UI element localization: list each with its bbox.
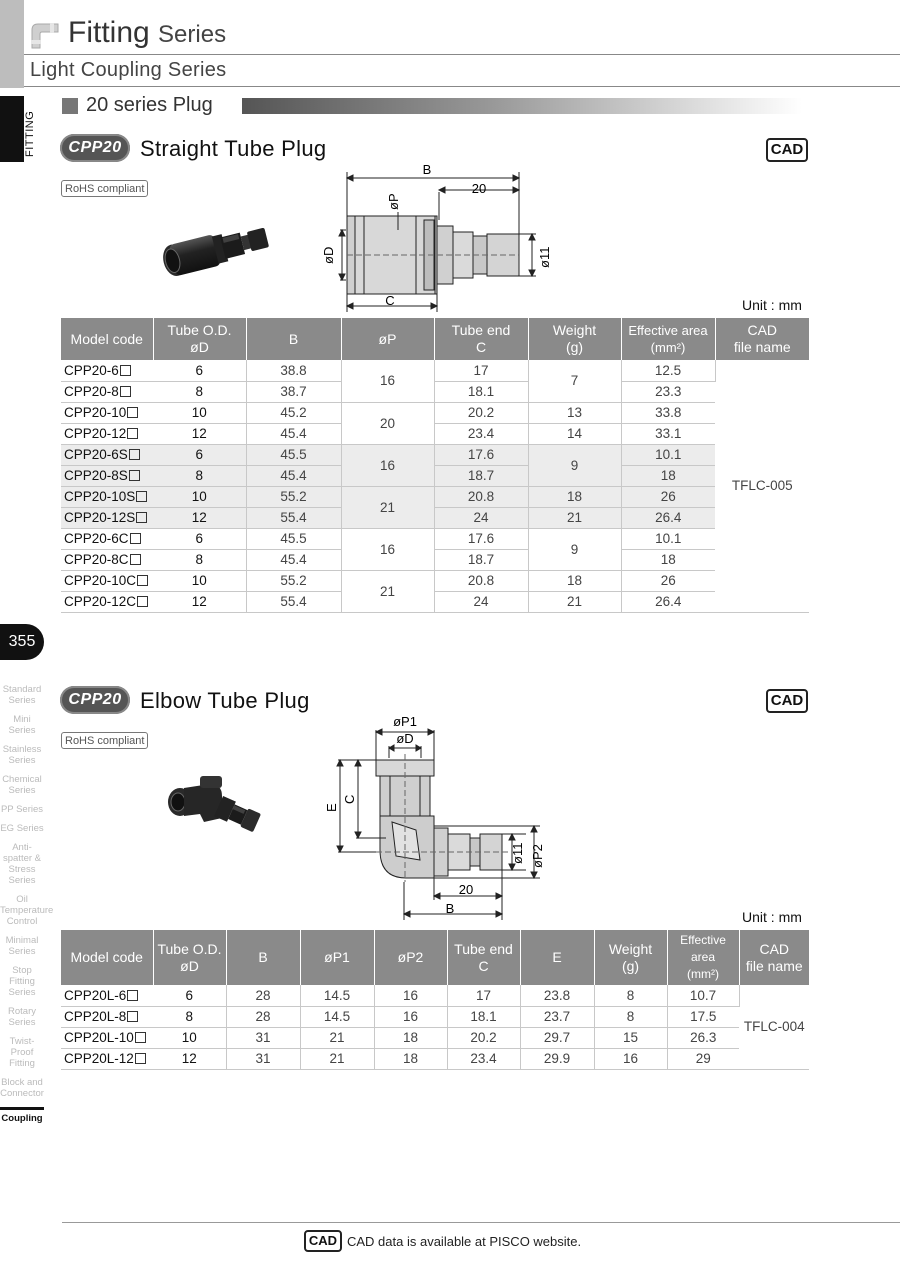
effective-area: 26 — [621, 570, 715, 591]
tube-end-c: 20.8 — [434, 486, 528, 507]
option-checkbox-icon — [135, 1053, 146, 1064]
table-row — [61, 1027, 809, 1048]
side-nav-item-active[interactable]: Coupling — [0, 1107, 44, 1124]
model-code: CPP20-6 — [61, 360, 153, 381]
dim-p: 21 — [341, 486, 434, 528]
option-checkbox-icon — [127, 1011, 138, 1022]
table-row — [61, 444, 809, 465]
effective-area: 10.1 — [621, 528, 715, 549]
table-row — [61, 360, 809, 381]
header-grey-block — [0, 0, 24, 88]
option-checkbox-icon — [127, 407, 138, 418]
side-nav-item[interactable]: Stop Fitting Series — [8, 965, 36, 998]
title-suffix: Series — [158, 21, 227, 48]
col-tube-od: Tube O.D. øD — [153, 318, 246, 360]
tube-od: 8 — [153, 465, 246, 486]
dim-p: 21 — [341, 570, 434, 612]
effective-area: 33.1 — [621, 423, 715, 444]
tube-end-c: 20.2 — [447, 1027, 520, 1048]
table-header-row — [61, 930, 809, 985]
side-nav-item[interactable]: Standard Series — [2, 684, 42, 706]
side-nav-item[interactable]: Block and Connector — [0, 1077, 44, 1099]
model-code: CPP20L-8 — [61, 1006, 153, 1027]
effective-area: 26 — [621, 486, 715, 507]
dim-label-p: øP — [386, 193, 401, 210]
model-code: CPP20-12S — [61, 507, 153, 528]
tube-od: 8 — [153, 381, 246, 402]
weight: 16 — [594, 1048, 667, 1069]
tube-end-c: 20.2 — [434, 402, 528, 423]
dim-p1: 14.5 — [300, 985, 374, 1006]
dim-label-e: E — [324, 803, 339, 812]
table-row — [61, 591, 809, 612]
weight: 21 — [528, 591, 621, 612]
section-header — [62, 94, 802, 118]
dim-p2: 16 — [374, 985, 447, 1006]
dim-label-d: øD — [321, 246, 336, 264]
side-nav-item[interactable]: Chemical Series — [2, 774, 42, 796]
effective-area: 33.8 — [621, 402, 715, 423]
model-code: CPP20-10C — [61, 570, 153, 591]
dim-label-c: C — [342, 794, 357, 804]
dim-p1: 21 — [300, 1027, 374, 1048]
weight: 9 — [528, 444, 621, 486]
side-nav-item[interactable]: Oil Temperature Control — [0, 894, 54, 927]
model-code: CPP20L-12 — [61, 1048, 153, 1069]
dim-label-20: 20 — [471, 181, 487, 196]
dim-p: 20 — [341, 402, 434, 444]
model-code: CPP20-6C — [61, 528, 153, 549]
tube-od: 10 — [153, 570, 246, 591]
dim-e: 29.9 — [520, 1048, 594, 1069]
table-row — [61, 507, 809, 528]
effective-area: 10.1 — [621, 444, 715, 465]
weight: 9 — [528, 528, 621, 570]
col-tube-end: Tube end C — [434, 318, 528, 360]
dim-b: 31 — [226, 1048, 300, 1069]
dim-label-p2: øP2 — [530, 844, 545, 868]
model-code: CPP20-10S — [61, 486, 153, 507]
option-checkbox-icon — [120, 365, 131, 376]
straight-plug-diagram — [316, 160, 556, 312]
effective-area: 18 — [621, 465, 715, 486]
table-row — [61, 1048, 809, 1069]
dim-b: 55.4 — [246, 507, 341, 528]
product-title: Straight Tube Plug — [140, 136, 327, 161]
effective-area: 17.5 — [667, 1006, 739, 1027]
side-nav-item[interactable]: Rotary Series — [8, 1006, 36, 1028]
tube-od: 6 — [153, 444, 246, 465]
product-badge: CPP20 — [60, 686, 130, 714]
elbow-spec-table — [61, 930, 809, 1070]
dim-b: 55.2 — [246, 486, 341, 507]
elbow-plug-photo — [160, 770, 270, 840]
section-square-icon — [62, 98, 78, 114]
tube-od: 6 — [153, 360, 246, 381]
fitting-elbow-icon — [30, 20, 60, 50]
dim-label-b: B — [445, 901, 455, 916]
tube-od: 10 — [153, 486, 246, 507]
model-code: CPP20L-10 — [61, 1027, 153, 1048]
side-nav-item[interactable]: Mini Series — [8, 714, 36, 736]
tube-od: 12 — [153, 507, 246, 528]
tube-od: 10 — [153, 402, 246, 423]
option-checkbox-icon — [129, 470, 140, 481]
cad-button[interactable]: CAD — [766, 689, 808, 713]
side-nav-item[interactable]: Stainless Series — [2, 744, 42, 766]
header-divider — [24, 54, 900, 55]
tube-end-c: 18.7 — [434, 465, 528, 486]
col-model-code: Model code — [61, 930, 153, 985]
page-number: 355 — [0, 624, 44, 660]
col-weight: Weight (g) — [528, 318, 621, 360]
dim-b: 31 — [226, 1027, 300, 1048]
tube-end-c: 18.1 — [447, 1006, 520, 1027]
dim-label-p1: øP1 — [393, 714, 417, 729]
col-p2: øP2 — [374, 930, 447, 985]
product-title: Elbow Tube Plug — [140, 688, 310, 713]
option-checkbox-icon — [127, 990, 138, 1001]
dim-p2: 18 — [374, 1027, 447, 1048]
col-b: B — [246, 318, 341, 360]
dim-b: 45.4 — [246, 423, 341, 444]
section-title: 20 series Plug — [86, 94, 213, 116]
tube-od: 12 — [153, 423, 246, 444]
product-badge: CPP20 — [60, 134, 130, 162]
rohs-badge: RoHS compliant — [61, 732, 148, 749]
dim-e: 23.7 — [520, 1006, 594, 1027]
cad-file-name: TFLC-005 — [715, 360, 809, 612]
col-tube-od: Tube O.D. øD — [153, 930, 226, 985]
effective-area: 26.3 — [667, 1027, 739, 1048]
dim-p2: 18 — [374, 1048, 447, 1069]
weight: 18 — [528, 486, 621, 507]
model-code: CPP20-10 — [61, 402, 153, 423]
side-nav — [0, 684, 54, 1132]
option-checkbox-icon — [135, 1032, 146, 1043]
dim-p2: 16 — [374, 1006, 447, 1027]
weight: 15 — [594, 1027, 667, 1048]
table-row — [61, 381, 809, 402]
tube-od: 6 — [153, 528, 246, 549]
dim-b: 55.2 — [246, 570, 341, 591]
dim-b: 28 — [226, 1006, 300, 1027]
tube-od: 8 — [153, 1006, 226, 1027]
dim-e: 23.8 — [520, 985, 594, 1006]
option-checkbox-icon — [127, 428, 138, 439]
col-model-code: Model code — [61, 318, 153, 360]
tube-end-c: 24 — [434, 591, 528, 612]
footer-text: CAD data is available at PISCO website. — [347, 1234, 582, 1249]
page-header — [0, 0, 900, 88]
tube-od: 12 — [153, 1048, 226, 1069]
dim-b: 55.4 — [246, 591, 341, 612]
tube-end-c: 18.7 — [434, 549, 528, 570]
header-divider-bottom — [24, 86, 900, 87]
effective-area: 18 — [621, 549, 715, 570]
tube-od: 8 — [153, 549, 246, 570]
dim-b: 28 — [226, 985, 300, 1006]
option-checkbox-icon — [136, 512, 147, 523]
dim-e: 29.7 — [520, 1027, 594, 1048]
tube-end-c: 24 — [434, 507, 528, 528]
unit-label: Unit : mm — [742, 297, 802, 313]
col-cad-file: CAD file name — [739, 930, 809, 985]
model-code: CPP20-12 — [61, 423, 153, 444]
col-tube-end: Tube end C — [447, 930, 520, 985]
side-tab-fitting[interactable]: FITTING — [24, 110, 36, 158]
model-code: CPP20-8 — [61, 381, 153, 402]
title-text: Fitting — [68, 16, 150, 49]
dim-p: 16 — [341, 528, 434, 570]
tube-od: 12 — [153, 591, 246, 612]
weight: 7 — [528, 360, 621, 402]
dim-label-c: C — [385, 293, 395, 308]
dim-p1: 14.5 — [300, 1006, 374, 1027]
table-row — [61, 402, 809, 423]
dim-label-d: øD — [396, 731, 414, 746]
side-nav-item[interactable]: PP Series — [0, 804, 44, 815]
side-nav-item[interactable]: EG Series — [0, 823, 44, 834]
tube-end-c: 17.6 — [434, 528, 528, 549]
model-code: CPP20-8S — [61, 465, 153, 486]
option-checkbox-icon — [137, 575, 148, 586]
unit-label: Unit : mm — [742, 909, 802, 925]
option-checkbox-icon — [120, 386, 131, 397]
dim-b: 45.5 — [246, 528, 341, 549]
model-code: CPP20L-6 — [61, 985, 153, 1006]
dim-p1: 21 — [300, 1048, 374, 1069]
tube-od: 10 — [153, 1027, 226, 1048]
tube-end-c: 17 — [447, 985, 520, 1006]
tube-end-c: 23.4 — [434, 423, 528, 444]
rohs-badge: RoHS compliant — [61, 180, 148, 197]
elbow-plug-diagram — [326, 710, 546, 922]
page-subtitle: Light Coupling Series — [30, 59, 227, 81]
table-header-row — [61, 318, 809, 360]
option-checkbox-icon — [137, 596, 148, 607]
col-effective-area: Effective area (mm²) — [621, 318, 715, 360]
tube-end-c: 18.1 — [434, 381, 528, 402]
dim-label-d11: ø11 — [537, 246, 552, 268]
option-checkbox-icon — [130, 533, 141, 544]
weight: 13 — [528, 402, 621, 423]
dim-b: 45.2 — [246, 402, 341, 423]
footer-divider — [62, 1222, 900, 1223]
model-code: CPP20-6S — [61, 444, 153, 465]
straight-plug-photo — [150, 210, 280, 280]
model-code: CPP20-8C — [61, 549, 153, 570]
effective-area: 10.7 — [667, 985, 739, 1006]
col-e: E — [520, 930, 594, 985]
cad-button[interactable]: CAD — [766, 138, 808, 162]
tube-end-c: 20.8 — [434, 570, 528, 591]
col-effective-area: Effective area (mm²) — [667, 930, 739, 985]
dim-label-b: B — [422, 162, 432, 177]
col-weight: Weight (g) — [594, 930, 667, 985]
dim-label-20: 20 — [458, 882, 474, 897]
weight: 8 — [594, 985, 667, 1006]
section-gradient-bar — [242, 98, 802, 114]
table-row — [61, 549, 809, 570]
dim-b: 45.5 — [246, 444, 341, 465]
effective-area: 23.3 — [621, 381, 715, 402]
effective-area: 12.5 — [621, 360, 715, 381]
dim-b: 45.4 — [246, 465, 341, 486]
col-p1: øP1 — [300, 930, 374, 985]
table-row — [61, 423, 809, 444]
col-cad-file: CAD file name — [715, 318, 809, 360]
option-checkbox-icon — [136, 491, 147, 502]
table-row — [61, 570, 809, 591]
effective-area: 26.4 — [621, 507, 715, 528]
dim-b: 45.4 — [246, 549, 341, 570]
footer-cad-icon: CAD — [304, 1230, 342, 1252]
side-nav-item[interactable]: Minimal Series — [5, 935, 39, 957]
col-b: B — [226, 930, 300, 985]
effective-area: 26.4 — [621, 591, 715, 612]
table-row — [61, 465, 809, 486]
side-tab-marker — [0, 96, 24, 162]
effective-area: 29 — [667, 1048, 739, 1069]
weight: 8 — [594, 1006, 667, 1027]
side-nav-item[interactable]: Anti-spatter & Stress Series — [2, 842, 42, 886]
col-p: øP — [341, 318, 434, 360]
model-code: CPP20-12C — [61, 591, 153, 612]
straight-spec-table — [61, 318, 809, 613]
tube-end-c: 23.4 — [447, 1048, 520, 1069]
table-row — [61, 1006, 809, 1027]
table-row — [61, 528, 809, 549]
option-checkbox-icon — [129, 449, 140, 460]
dim-label-d11: ø11 — [510, 842, 525, 864]
dim-b: 38.7 — [246, 381, 341, 402]
page-title — [68, 16, 226, 50]
tube-end-c: 17.6 — [434, 444, 528, 465]
table-row — [61, 486, 809, 507]
cad-file-name: TFLC-004 — [739, 985, 809, 1069]
dim-p: 16 — [341, 444, 434, 486]
table-row — [61, 985, 809, 1006]
weight: 18 — [528, 570, 621, 591]
tube-od: 6 — [153, 985, 226, 1006]
option-checkbox-icon — [130, 554, 141, 565]
weight: 14 — [528, 423, 621, 444]
weight: 21 — [528, 507, 621, 528]
tube-end-c: 17 — [434, 360, 528, 381]
dim-b: 38.8 — [246, 360, 341, 381]
dim-p: 16 — [341, 360, 434, 402]
side-nav-item[interactable]: Twist-Proof Fitting — [9, 1036, 35, 1069]
